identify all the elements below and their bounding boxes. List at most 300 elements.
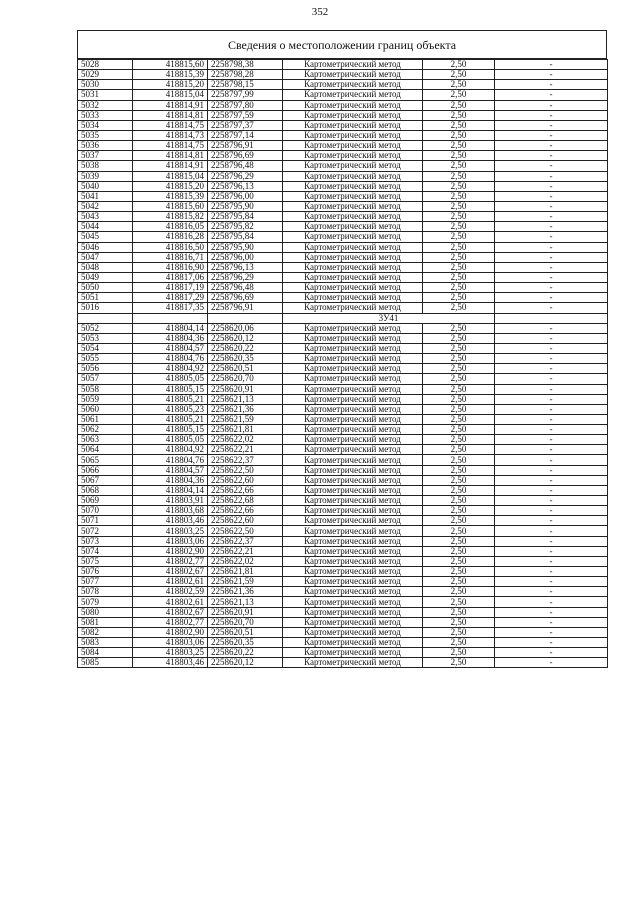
dash-cell: -	[495, 252, 608, 262]
coord-x: 418803,46	[133, 516, 208, 526]
coord-y: 2258622,66	[208, 506, 283, 516]
dash-cell: -	[495, 435, 608, 445]
coord-x: 418805,05	[133, 435, 208, 445]
page-number: 352	[311, 6, 329, 18]
point-number: 5036	[78, 141, 133, 151]
table-row	[78, 272, 608, 282]
method-cell: Картометрический метод	[283, 648, 423, 658]
point-number: 5037	[78, 151, 133, 161]
coord-y: 2258797,59	[208, 110, 283, 120]
point-number: 5060	[78, 404, 133, 414]
dash-cell: -	[495, 262, 608, 272]
method-cell: Картометрический метод	[283, 536, 423, 546]
accuracy-cell: 2,50	[423, 516, 495, 526]
dash-cell: -	[495, 384, 608, 394]
coord-x: 418817,29	[133, 293, 208, 303]
dash-cell: -	[495, 485, 608, 495]
dash-cell: -	[495, 232, 608, 242]
dash-cell: -	[495, 120, 608, 130]
coord-x: 418802,61	[133, 597, 208, 607]
table-body-a	[78, 60, 608, 314]
accuracy-cell: 2,50	[423, 485, 495, 495]
coord-x: 418804,36	[133, 475, 208, 485]
coord-y: 2258620,51	[208, 364, 283, 374]
point-number: 5040	[78, 181, 133, 191]
dash-cell: -	[495, 496, 608, 506]
point-number: 5048	[78, 262, 133, 272]
table-row	[78, 201, 608, 211]
coord-x: 418816,05	[133, 222, 208, 232]
method-cell: Картометрический метод	[283, 130, 423, 140]
dash-cell: -	[495, 80, 608, 90]
accuracy-cell: 2,50	[423, 455, 495, 465]
coord-x: 418805,15	[133, 384, 208, 394]
accuracy-cell: 2,50	[423, 323, 495, 333]
accuracy-cell: 2,50	[423, 496, 495, 506]
point-number: 5068	[78, 485, 133, 495]
point-number: 5041	[78, 191, 133, 201]
accuracy-cell: 2,50	[423, 414, 495, 424]
accuracy-cell: 2,50	[423, 201, 495, 211]
dash-cell: -	[495, 445, 608, 455]
coord-x: 418802,77	[133, 617, 208, 627]
method-cell: Картометрический метод	[283, 516, 423, 526]
accuracy-cell: 2,50	[423, 262, 495, 272]
dash-cell: -	[495, 577, 608, 587]
coord-y: 2258620,70	[208, 617, 283, 627]
point-number: 5084	[78, 648, 133, 658]
method-cell: Картометрический метод	[283, 252, 423, 262]
accuracy-cell: 2,50	[423, 252, 495, 262]
table-row	[78, 496, 608, 506]
dash-cell: -	[495, 201, 608, 211]
method-cell: Картометрический метод	[283, 70, 423, 80]
point-number: 5065	[78, 455, 133, 465]
point-number: 5032	[78, 100, 133, 110]
coord-y: 2258620,22	[208, 343, 283, 353]
coord-x: 418805,15	[133, 425, 208, 435]
point-number: 5051	[78, 293, 133, 303]
accuracy-cell: 2,50	[423, 90, 495, 100]
accuracy-cell: 2,50	[423, 161, 495, 171]
point-number: 5058	[78, 384, 133, 394]
point-number: 5033	[78, 110, 133, 120]
method-cell: Картометрический метод	[283, 435, 423, 445]
dash-cell: -	[495, 546, 608, 556]
coord-x: 418817,35	[133, 303, 208, 313]
point-number: 5052	[78, 323, 133, 333]
method-cell: Картометрический метод	[283, 100, 423, 110]
dash-cell: -	[495, 70, 608, 80]
method-cell: Картометрический метод	[283, 303, 423, 313]
coord-y: 2258621,13	[208, 597, 283, 607]
coord-y: 2258620,12	[208, 658, 283, 668]
table-row	[78, 556, 608, 566]
accuracy-cell: 2,50	[423, 191, 495, 201]
table-row	[78, 60, 608, 70]
method-cell: Картометрический метод	[283, 272, 423, 282]
point-number: 5039	[78, 171, 133, 181]
method-cell: Картометрический метод	[283, 90, 423, 100]
dash-cell: -	[495, 658, 608, 668]
method-cell: Картометрический метод	[283, 161, 423, 171]
coord-y: 2258796,48	[208, 161, 283, 171]
accuracy-cell: 2,50	[423, 120, 495, 130]
point-number: 5043	[78, 212, 133, 222]
method-cell: Картометрический метод	[283, 597, 423, 607]
accuracy-cell: 2,50	[423, 100, 495, 110]
point-number: 5073	[78, 536, 133, 546]
coord-y: 2258622,60	[208, 475, 283, 485]
method-cell: Картометрический метод	[283, 232, 423, 242]
point-number: 5076	[78, 567, 133, 577]
method-cell: Картометрический метод	[283, 658, 423, 668]
coord-x: 418804,57	[133, 465, 208, 475]
coord-y: 2258621,13	[208, 394, 283, 404]
coord-y: 2258622,02	[208, 556, 283, 566]
method-cell: Картометрический метод	[283, 394, 423, 404]
point-number: 5045	[78, 232, 133, 242]
accuracy-cell: 2,50	[423, 384, 495, 394]
method-cell: Картометрический метод	[283, 556, 423, 566]
coord-y: 2258620,91	[208, 384, 283, 394]
table-row	[78, 546, 608, 556]
point-number: 5067	[78, 475, 133, 485]
method-cell: Картометрический метод	[283, 354, 423, 364]
dash-cell: -	[495, 475, 608, 485]
dash-cell: -	[495, 404, 608, 414]
table-row	[78, 212, 608, 222]
point-number: 5046	[78, 242, 133, 252]
method-cell: Картометрический метод	[283, 364, 423, 374]
coord-y: 2258622,37	[208, 536, 283, 546]
coord-y: 2258797,14	[208, 130, 283, 140]
accuracy-cell: 2,50	[423, 577, 495, 587]
coord-y: 2258621,81	[208, 567, 283, 577]
point-number: 5042	[78, 201, 133, 211]
accuracy-cell: 2,50	[423, 617, 495, 627]
accuracy-cell: 2,50	[423, 364, 495, 374]
table-row	[78, 232, 608, 242]
table-row	[78, 110, 608, 120]
accuracy-cell: 2,50	[423, 283, 495, 293]
accuracy-cell: 2,50	[423, 526, 495, 536]
dash-cell: -	[495, 283, 608, 293]
coord-x: 418803,06	[133, 638, 208, 648]
dash-cell: -	[495, 191, 608, 201]
accuracy-cell: 2,50	[423, 587, 495, 597]
table-row	[78, 151, 608, 161]
coord-y: 2258622,21	[208, 445, 283, 455]
coord-y: 2258621,59	[208, 414, 283, 424]
method-cell: Картометрический метод	[283, 526, 423, 536]
dash-cell: -	[495, 60, 608, 70]
accuracy-cell: 2,50	[423, 60, 495, 70]
coord-x: 418816,71	[133, 252, 208, 262]
coord-x: 418804,92	[133, 364, 208, 374]
coord-x: 418802,90	[133, 627, 208, 637]
coord-x: 418802,67	[133, 567, 208, 577]
table-row	[78, 567, 608, 577]
table-row	[78, 587, 608, 597]
point-number: 5074	[78, 546, 133, 556]
table-row	[78, 394, 608, 404]
dash-cell: -	[495, 323, 608, 333]
dash-cell: -	[495, 110, 608, 120]
coord-x: 418805,21	[133, 394, 208, 404]
table-row	[78, 485, 608, 495]
dash-cell: -	[495, 536, 608, 546]
table-row	[78, 354, 608, 364]
point-number: 5047	[78, 252, 133, 262]
coord-x: 418803,68	[133, 506, 208, 516]
accuracy-cell: 2,50	[423, 627, 495, 637]
method-cell: Картометрический метод	[283, 242, 423, 252]
coord-y: 2258796,69	[208, 151, 283, 161]
dash-cell: -	[495, 414, 608, 424]
table-row	[78, 181, 608, 191]
table-row	[78, 262, 608, 272]
dash-cell: -	[495, 516, 608, 526]
method-cell: Картометрический метод	[283, 110, 423, 120]
table-row	[78, 364, 608, 374]
table-row	[78, 161, 608, 171]
accuracy-cell: 2,50	[423, 536, 495, 546]
table-row	[78, 80, 608, 90]
coord-y: 2258796,13	[208, 262, 283, 272]
point-number: 5063	[78, 435, 133, 445]
coord-y: 2258622,50	[208, 465, 283, 475]
point-number: 5066	[78, 465, 133, 475]
coord-y: 2258798,15	[208, 80, 283, 90]
coord-y: 2258621,59	[208, 577, 283, 587]
coord-x: 418804,57	[133, 343, 208, 353]
table-row	[78, 323, 608, 333]
coord-x: 418814,75	[133, 120, 208, 130]
dash-cell: -	[495, 333, 608, 343]
method-cell: Картометрический метод	[283, 404, 423, 414]
method-cell: Картометрический метод	[283, 151, 423, 161]
method-cell: Картометрический метод	[283, 283, 423, 293]
coord-x: 418803,25	[133, 526, 208, 536]
method-cell: Картометрический метод	[283, 60, 423, 70]
table-row	[78, 607, 608, 617]
coord-y: 2258796,29	[208, 171, 283, 181]
dash-cell: -	[495, 526, 608, 536]
method-cell: Картометрический метод	[283, 212, 423, 222]
coord-y: 2258795,90	[208, 242, 283, 252]
accuracy-cell: 2,50	[423, 80, 495, 90]
dash-cell: -	[495, 90, 608, 100]
point-number: 5056	[78, 364, 133, 374]
section-label: 3У41	[283, 313, 495, 323]
coord-y: 2258621,81	[208, 425, 283, 435]
table-row	[78, 414, 608, 424]
method-cell: Картометрический метод	[283, 546, 423, 556]
table-row	[78, 171, 608, 181]
point-number: 5055	[78, 354, 133, 364]
coord-y: 2258620,35	[208, 638, 283, 648]
accuracy-cell: 2,50	[423, 303, 495, 313]
coord-y: 2258795,84	[208, 212, 283, 222]
coord-x: 418803,06	[133, 536, 208, 546]
coord-y: 2258796,00	[208, 252, 283, 262]
coord-y: 2258622,37	[208, 455, 283, 465]
dash-cell: -	[495, 161, 608, 171]
dash-cell: -	[495, 303, 608, 313]
point-number: 5069	[78, 496, 133, 506]
table-row	[78, 617, 608, 627]
method-cell: Картометрический метод	[283, 607, 423, 617]
table-row	[78, 506, 608, 516]
coord-x: 418803,46	[133, 658, 208, 668]
point-number: 5044	[78, 222, 133, 232]
method-cell: Картометрический метод	[283, 638, 423, 648]
method-cell: Картометрический метод	[283, 455, 423, 465]
dash-cell: -	[495, 212, 608, 222]
coord-x: 418804,76	[133, 354, 208, 364]
coord-y: 2258796,13	[208, 181, 283, 191]
method-cell: Картометрический метод	[283, 343, 423, 353]
accuracy-cell: 2,50	[423, 465, 495, 475]
method-cell: Картометрический метод	[283, 465, 423, 475]
method-cell: Картометрический метод	[283, 171, 423, 181]
coord-x: 418817,06	[133, 272, 208, 282]
table-row	[78, 597, 608, 607]
coord-x: 418814,75	[133, 141, 208, 151]
table-row	[78, 577, 608, 587]
table-row	[78, 191, 608, 201]
table-row	[78, 536, 608, 546]
coord-y: 2258795,82	[208, 222, 283, 232]
dash-cell: -	[495, 627, 608, 637]
coord-x: 418815,20	[133, 80, 208, 90]
accuracy-cell: 2,50	[423, 425, 495, 435]
accuracy-cell: 2,50	[423, 597, 495, 607]
section-header	[78, 313, 608, 323]
coord-x: 418815,04	[133, 171, 208, 181]
dash-cell: -	[495, 587, 608, 597]
coord-x: 418802,59	[133, 587, 208, 597]
accuracy-cell: 2,50	[423, 404, 495, 414]
table-row	[78, 384, 608, 394]
dash-cell: -	[495, 617, 608, 627]
point-number: 5071	[78, 516, 133, 526]
table-row	[78, 435, 608, 445]
coord-y: 2258622,21	[208, 546, 283, 556]
method-cell: Картометрический метод	[283, 475, 423, 485]
coord-x: 418815,04	[133, 90, 208, 100]
table-row	[78, 425, 608, 435]
point-number: 5059	[78, 394, 133, 404]
point-number: 5082	[78, 627, 133, 637]
coord-y: 2258620,22	[208, 648, 283, 658]
method-cell: Картометрический метод	[283, 191, 423, 201]
coord-x: 418804,14	[133, 485, 208, 495]
accuracy-cell: 2,50	[423, 475, 495, 485]
coord-x: 418802,61	[133, 577, 208, 587]
table-row	[78, 293, 608, 303]
accuracy-cell: 2,50	[423, 394, 495, 404]
coord-y: 2258796,69	[208, 293, 283, 303]
point-number: 5050	[78, 283, 133, 293]
accuracy-cell: 2,50	[423, 506, 495, 516]
method-cell: Картометрический метод	[283, 374, 423, 384]
point-number: 5078	[78, 587, 133, 597]
table-row	[78, 333, 608, 343]
method-cell: Картометрический метод	[283, 414, 423, 424]
accuracy-cell: 2,50	[423, 222, 495, 232]
point-number: 5038	[78, 161, 133, 171]
point-number: 5030	[78, 80, 133, 90]
coord-x: 418814,81	[133, 151, 208, 161]
table-row	[78, 100, 608, 110]
coord-x: 418804,14	[133, 323, 208, 333]
dash-cell: -	[495, 354, 608, 364]
table-row	[78, 638, 608, 648]
method-cell: Картометрический метод	[283, 506, 423, 516]
coord-x: 418814,73	[133, 130, 208, 140]
table-row	[78, 465, 608, 475]
method-cell: Картометрический метод	[283, 293, 423, 303]
point-number: 5035	[78, 130, 133, 140]
table-row	[78, 627, 608, 637]
table-row	[78, 445, 608, 455]
method-cell: Картометрический метод	[283, 384, 423, 394]
coord-x: 418817,19	[133, 283, 208, 293]
dash-cell: -	[495, 648, 608, 658]
section-row	[78, 313, 608, 323]
coord-y: 2258620,70	[208, 374, 283, 384]
accuracy-cell: 2,50	[423, 354, 495, 364]
method-cell: Картометрический метод	[283, 577, 423, 587]
point-number: 5053	[78, 333, 133, 343]
dash-cell: -	[495, 465, 608, 475]
accuracy-cell: 2,50	[423, 171, 495, 181]
coord-x: 418816,28	[133, 232, 208, 242]
point-number: 5064	[78, 445, 133, 455]
coord-x: 418814,91	[133, 161, 208, 171]
table-row	[78, 283, 608, 293]
coord-x: 418804,76	[133, 455, 208, 465]
dash-cell: -	[495, 222, 608, 232]
accuracy-cell: 2,50	[423, 658, 495, 668]
coord-y: 2258620,06	[208, 323, 283, 333]
dash-cell: -	[495, 597, 608, 607]
dash-cell: -	[495, 638, 608, 648]
coord-y: 2258622,50	[208, 526, 283, 536]
point-number: 5079	[78, 597, 133, 607]
point-number: 5081	[78, 617, 133, 627]
coord-y: 2258796,48	[208, 283, 283, 293]
coord-y: 2258622,60	[208, 516, 283, 526]
coord-x: 418816,90	[133, 262, 208, 272]
accuracy-cell: 2,50	[423, 567, 495, 577]
coord-x: 418802,67	[133, 607, 208, 617]
coordinates-table	[77, 59, 608, 668]
dash-cell: -	[495, 100, 608, 110]
accuracy-cell: 2,50	[423, 648, 495, 658]
method-cell: Картометрический метод	[283, 120, 423, 130]
method-cell: Картометрический метод	[283, 262, 423, 272]
method-cell: Картометрический метод	[283, 323, 423, 333]
method-cell: Картометрический метод	[283, 617, 423, 627]
document-frame	[77, 30, 607, 668]
accuracy-cell: 2,50	[423, 333, 495, 343]
table-row	[78, 404, 608, 414]
method-cell: Картометрический метод	[283, 80, 423, 90]
coord-y: 2258797,99	[208, 90, 283, 100]
